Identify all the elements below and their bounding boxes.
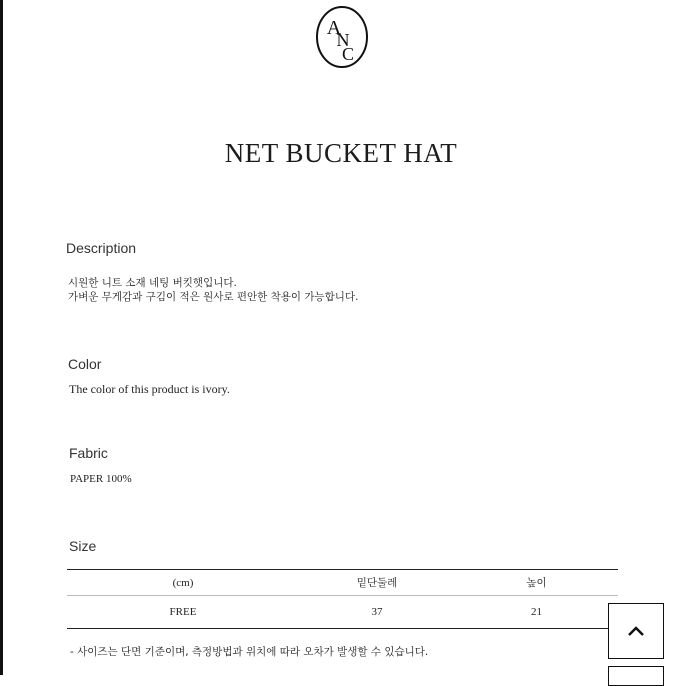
size-table <box>67 569 618 629</box>
size-col-hem-circumference: 밑단둘레 <box>299 570 455 596</box>
svg-text:C: C <box>341 44 355 64</box>
size-cell-height: 21 <box>455 596 618 629</box>
size-heading: Size <box>69 538 97 554</box>
size-cell-label: FREE <box>67 596 299 629</box>
chevron-up-icon <box>627 625 645 637</box>
floating-secondary-button[interactable] <box>608 666 664 686</box>
size-table-header-row <box>67 570 618 596</box>
fabric-text: PAPER 100% <box>70 473 132 485</box>
svg-text:A: A <box>326 17 342 39</box>
product-title: NET BUCKET HAT <box>224 138 458 168</box>
svg-text:N: N <box>336 30 350 50</box>
color-heading: Color <box>68 356 102 372</box>
brand-logo <box>314 4 370 70</box>
table-row <box>67 596 618 629</box>
color-text: The color of this product is ivory. <box>69 382 230 396</box>
left-edge-rule <box>0 0 3 675</box>
description-line-1: 시원한 니트 소재 네팅 버킷햇입니다. <box>68 277 237 289</box>
scroll-top-button[interactable] <box>608 603 664 659</box>
fabric-heading: Fabric <box>69 445 108 461</box>
size-col-unit: (cm) <box>67 570 299 596</box>
size-note: - 사이즈는 단면 기준이며, 측정방법과 위치에 따라 오차가 발생할 수 있습니다. <box>70 646 429 658</box>
description-line-2: 가벼운 무게감과 구김이 적은 원사로 편안한 착용이 가능합니다. <box>68 291 359 303</box>
size-col-height: 높이 <box>455 570 618 596</box>
description-heading: Description <box>66 240 137 256</box>
size-cell-hem: 37 <box>299 596 455 629</box>
